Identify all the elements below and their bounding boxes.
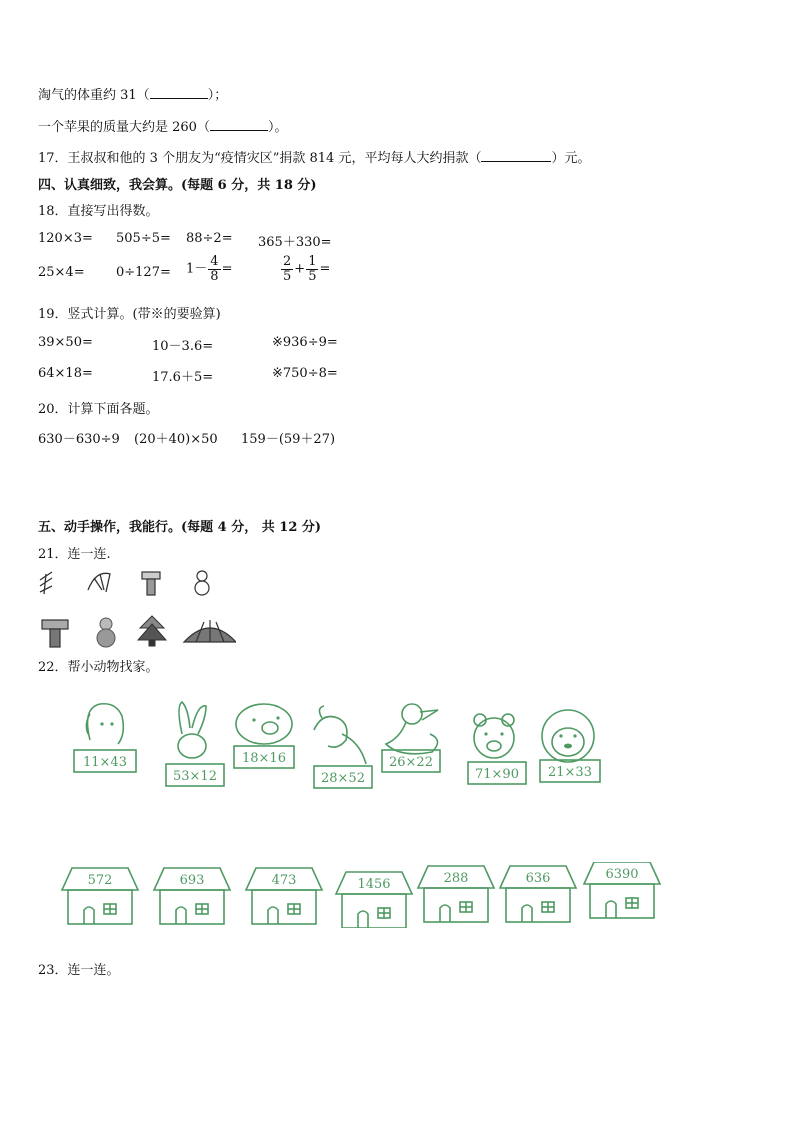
calc-item: 88÷2=	[186, 231, 233, 246]
animal-expression: 26×22	[389, 755, 433, 770]
question-20-title: 20．计算下面各题。	[38, 402, 159, 417]
house[interactable]	[246, 868, 322, 924]
mushroom-object-icon[interactable]	[42, 620, 68, 647]
section-4-title: 四、认真细致，我会算。(每题 6 分，共 18 分)	[38, 178, 317, 193]
calc-item: ※750÷8=	[272, 366, 338, 381]
question-23-title: 23．连一连。	[38, 963, 120, 978]
calc-item: 630－630÷9	[38, 432, 120, 447]
animals-row	[60, 694, 680, 798]
house[interactable]	[500, 866, 576, 922]
house-number: 693	[179, 873, 205, 888]
houses-row	[58, 862, 668, 928]
taoqi-weight-text: 淘气的体重约 31（	[38, 88, 150, 103]
question-21-title: 21．连一连.	[38, 547, 111, 562]
animal-expression: 18×16	[242, 751, 286, 766]
answer-blank[interactable]	[481, 149, 551, 162]
house-number: 6390	[605, 867, 639, 882]
calc-item: 0÷127=	[116, 265, 171, 280]
question-17-text: 17．王叔叔和他的 3 个朋友为“疫情灾区”捐款 814 元，平均每人大约捐款（	[38, 151, 482, 166]
calc-item: 10－3.6=	[152, 339, 214, 354]
question-19-title: 19．竖式计算。(带※的要验算)	[38, 307, 221, 322]
umbrella-object-icon[interactable]	[184, 620, 236, 642]
taoqi-weight-suffix: ）；	[207, 88, 228, 103]
match-shapes-figure	[36, 566, 236, 652]
mushroom-top-view-icon[interactable]	[142, 572, 160, 595]
house-number: 636	[525, 871, 551, 886]
house-number: 1456	[357, 877, 391, 892]
house[interactable]	[418, 866, 494, 922]
animal-expression: 53×12	[173, 769, 217, 784]
pig-animal[interactable]	[234, 704, 294, 768]
question-17	[38, 147, 590, 166]
calc-item: 39×50=	[38, 335, 93, 350]
umbrella-edge-view-icon[interactable]	[40, 572, 52, 594]
calc-item: 120×3=	[38, 231, 93, 246]
animal-expression: 71×90	[475, 767, 519, 782]
rabbit-animal[interactable]	[166, 702, 224, 786]
animal-expression: 28×52	[321, 771, 365, 786]
answer-blank[interactable]	[210, 118, 268, 131]
answer-blank[interactable]	[150, 86, 208, 99]
house[interactable]	[584, 862, 660, 918]
fraction: $\frac{2}{5}$	[283, 254, 292, 284]
house-number: 572	[87, 873, 113, 888]
calc-item: 505÷5=	[116, 231, 171, 246]
apple-mass-line	[38, 116, 287, 135]
dog-animal[interactable]	[74, 704, 136, 772]
calc-item: (20＋40)×50	[134, 432, 218, 447]
house-number: 473	[271, 873, 297, 888]
calc-item: 17.6＋5=	[152, 370, 214, 385]
fraction: $\frac{4}{8}$	[210, 254, 219, 284]
tree-object-icon[interactable]	[138, 616, 166, 646]
animal-expression: 21×33	[548, 765, 592, 780]
calc-item-fraction: 1－ $\frac{4}{8}$ =	[186, 254, 233, 284]
calc-item: 25×4=	[38, 265, 85, 280]
house[interactable]	[62, 868, 138, 924]
apple-mass-text: 一个苹果的质量大约是 260（	[38, 120, 210, 135]
calc-item: 365＋330=	[258, 235, 332, 250]
house-number: 288	[443, 871, 469, 886]
calc-item: 64×18=	[38, 366, 93, 381]
monkey-animal[interactable]	[540, 710, 600, 782]
section-5-title: 五、动手操作，我能行。(每题 4 分， 共 12 分)	[38, 520, 322, 535]
umbrella-side-view-icon[interactable]	[88, 573, 110, 592]
snowman-side-view-icon[interactable]	[195, 571, 209, 595]
fraction: $\frac{1}{5}$	[308, 254, 317, 284]
question-18-title: 18．直接写出得数。	[38, 204, 159, 219]
calc-item-fraction-sum: $\frac{2}{5}$ + $\frac{1}{5}$ =	[283, 254, 331, 284]
animal-expression: 11×43	[83, 755, 127, 770]
goat-animal[interactable]	[314, 706, 372, 788]
house[interactable]	[336, 872, 412, 928]
taoqi-weight-line	[38, 84, 227, 103]
snowman-object-icon[interactable]	[97, 618, 115, 647]
house[interactable]	[154, 868, 230, 924]
question-22-title: 22．帮小动物找家。	[38, 660, 159, 675]
bear-animal[interactable]	[468, 714, 526, 784]
calc-item: 159－(59＋27)	[241, 432, 336, 447]
calc-item: ※936÷9=	[272, 335, 338, 350]
question-17-suffix: ）元。	[551, 151, 591, 166]
apple-mass-suffix: ）。	[267, 120, 288, 135]
duck-animal[interactable]	[382, 704, 440, 772]
